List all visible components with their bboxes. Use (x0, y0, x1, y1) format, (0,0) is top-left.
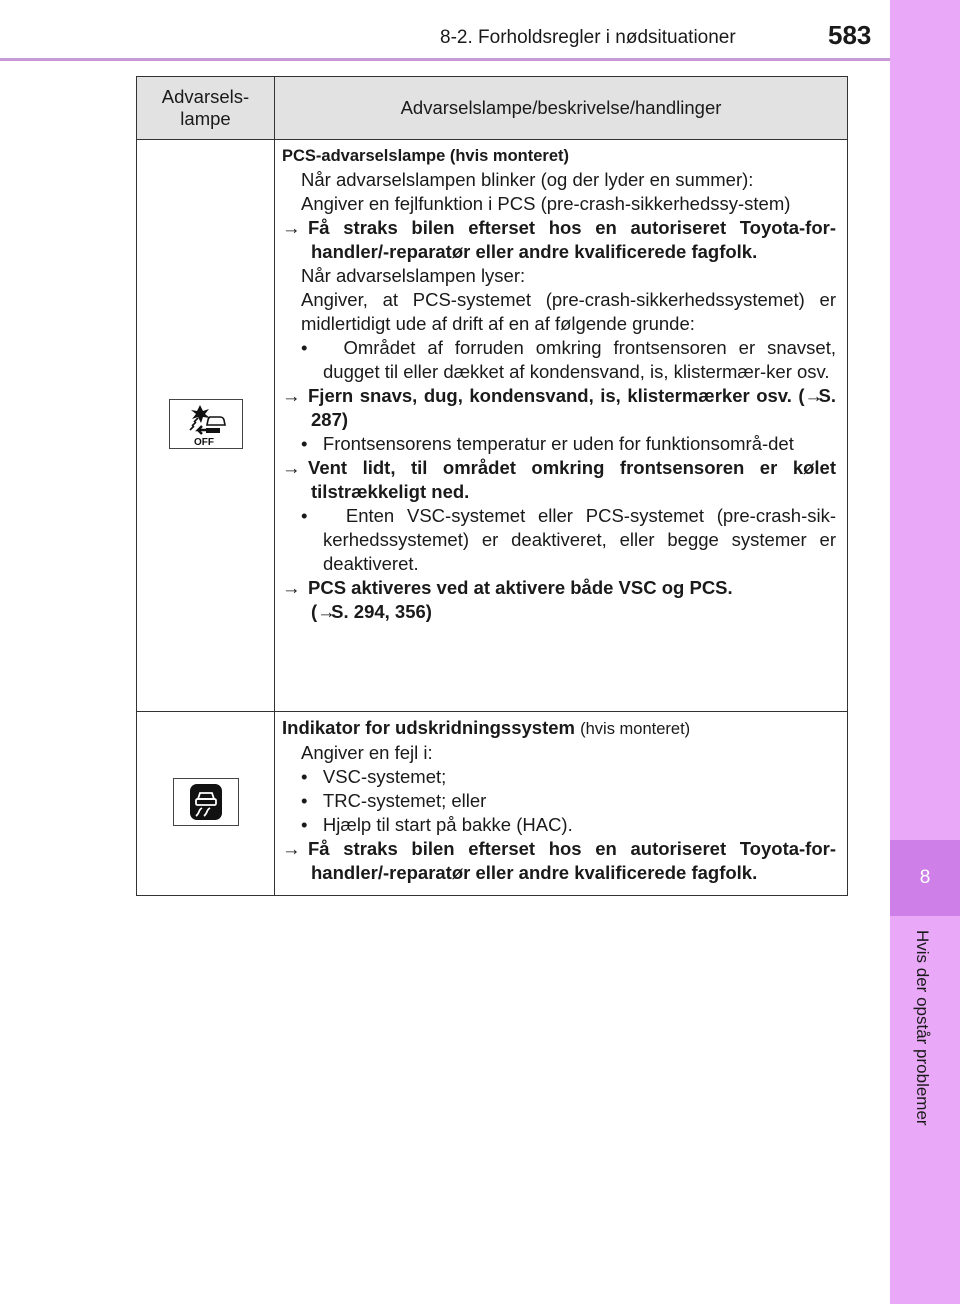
list-item-text: VSC-systemet; (322, 766, 447, 787)
table-header-row (137, 77, 848, 140)
action-text (282, 216, 836, 264)
chapter-number: 8 (919, 867, 931, 888)
section-title: 8-2. Forholdsregler i nødsituationer (440, 27, 736, 48)
action-text (282, 384, 836, 432)
arrow-icon: → (282, 838, 301, 859)
column-header-description: Advarselslampe/beskrivelse/handlinger (275, 77, 848, 140)
chapter-sidebar (890, 0, 960, 1304)
list-item: • Området af forruden omkring frontsensoren er snavset, dugget til eller dækket af kondensvand, is, klistermær-ker osv. (301, 337, 836, 382)
slip-indicator-icon (173, 778, 239, 826)
condition-text: Når advarselslampen blinker (og der lyder en summer): (301, 169, 754, 190)
list-item-text: Enten VSC-systemet eller PCS-systemet (pre-crash-sik-kerhedssystemet) er deaktiveret, eller begge systemer er deaktiveret. (323, 505, 836, 574)
table-row (137, 712, 848, 896)
row-title: PCS-advarselslampe (hvis monteret) (282, 147, 570, 165)
arrow-icon: → (282, 577, 301, 598)
chapter-tab[interactable] (890, 840, 960, 916)
description-cell (275, 140, 848, 712)
page-reference-link[interactable]: S. 294, 356) (331, 601, 432, 622)
arrow-icon: → (317, 601, 336, 622)
meaning-text: Angiver, at PCS-systemet (pre-crash-sikkerhedssystemet) er midlertidigt ude af drift af en af følgende grunde: (301, 289, 836, 334)
action-label: Vent lidt, til området omkring frontsensoren er kølet tilstrækkeligt ned. (308, 457, 836, 502)
warning-table (136, 76, 848, 896)
action-label: PCS aktiveres ved at aktivere både VSC og PCS. (308, 577, 733, 598)
list-item: • VSC-systemet; (301, 766, 447, 787)
lamp-cell (137, 712, 275, 896)
chapter-title: Hvis der opstår problemer (913, 930, 932, 1126)
arrow-icon: → (282, 385, 301, 406)
action-label: Fjern snavs, dug, kondensvand, is, klistermærker osv. ( (308, 385, 805, 406)
condition-text: Når advarselslampen lyser: (301, 265, 526, 286)
arrow-icon: → (282, 457, 301, 478)
action-label: Få straks bilen efterset hos en autoriseret Toyota-for-handler/-reparatør eller andre kvalificerede fagfolk. (308, 838, 836, 883)
list-item-text: TRC-systemet; eller (322, 790, 487, 811)
action-text (282, 576, 836, 600)
list-item: • Enten VSC-systemet eller PCS-systemet (pre-crash-sik-kerhedssystemet) er deaktiveret, eller begge systemer er deaktiveret. (301, 505, 836, 574)
list-item-text: Området af forruden omkring frontsensoren er snavset, dugget til eller dækket af kondensvand, is, klistermær-ker osv. (323, 337, 836, 382)
list-item: • Frontsensorens temperatur er uden for funktionsområ-det (301, 433, 794, 454)
ref-paren: ( (311, 601, 318, 622)
row-title-suffix: (hvis monteret) (580, 720, 691, 738)
list-item-text: Hjælp til start på bakke (HAC). (322, 814, 573, 835)
table-row (137, 140, 848, 712)
page-reference-link[interactable]: S. 287) (311, 385, 836, 430)
icon-off-label: OFF (193, 436, 214, 448)
list-item: • TRC-systemet; eller (301, 790, 487, 811)
row-title-text: Indikator for udskridningssystem (282, 717, 575, 738)
header-rule (0, 58, 890, 61)
meaning-text: Angiver en fejlfunktion i PCS (pre-crash-sikkerhedssy-stem) (301, 193, 791, 214)
description-cell (275, 712, 848, 896)
arrow-icon: → (282, 217, 301, 238)
column-header-lamp (137, 77, 275, 140)
meaning-text: Angiver en fejl i: (301, 742, 433, 763)
page-reference (282, 600, 836, 624)
page-number: 583 (828, 20, 872, 50)
arrow-icon: → (804, 385, 824, 406)
row-title (282, 716, 836, 741)
lamp-cell (137, 140, 275, 712)
action-label: Få straks bilen efterset hos en autoriseret Toyota-for-handler/-reparatør eller andre kvalificerede fagfolk. (308, 217, 836, 262)
list-item: • Hjælp til start på bakke (HAC). (301, 814, 573, 835)
pcs-off-warning-icon (169, 399, 243, 449)
column-header-lamp-text: Advarsels- lampe (161, 86, 250, 129)
list-item-text: Frontsensorens temperatur er uden for funktionsområ-det (322, 433, 794, 454)
action-text (282, 837, 836, 885)
action-text (282, 456, 836, 504)
